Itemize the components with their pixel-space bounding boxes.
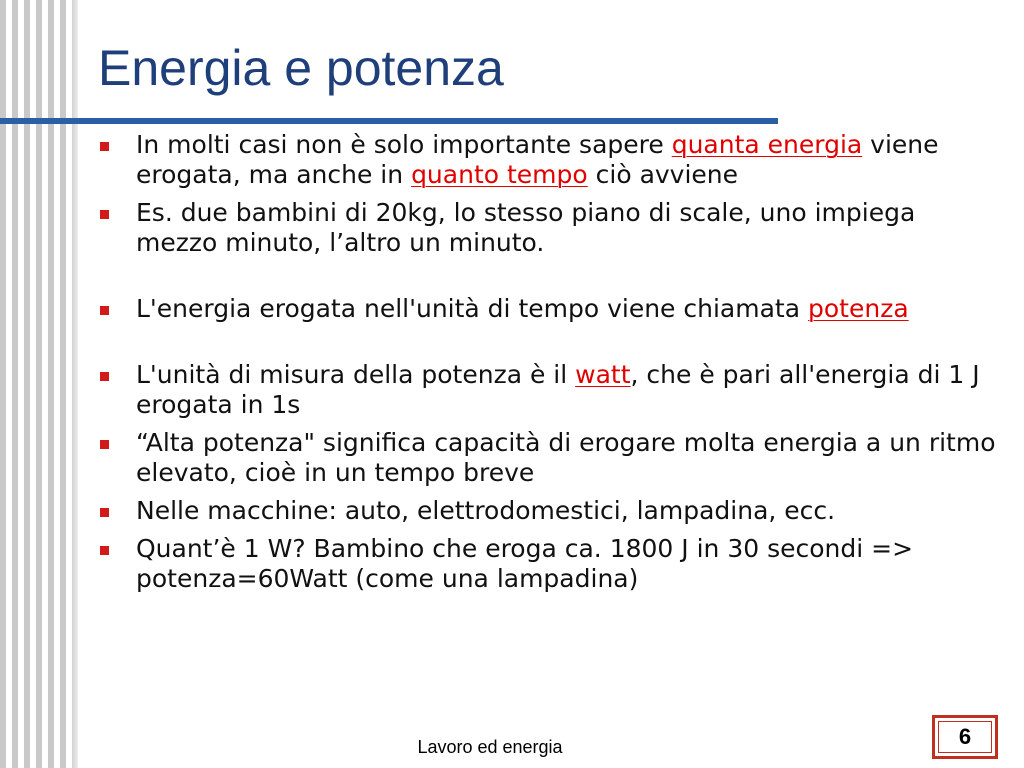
square-bullet-icon	[100, 210, 109, 219]
highlighted-term: quanta energia	[671, 130, 863, 159]
page-number-box	[932, 715, 998, 759]
slide-title: Energia e potenza	[98, 40, 504, 96]
bullet-item	[96, 428, 996, 488]
highlighted-term: watt	[575, 360, 631, 389]
footer-text: Lavoro ed energia	[417, 737, 563, 757]
square-bullet-icon	[100, 142, 109, 151]
bullet-text: In molti casi non è solo importante sapere	[136, 130, 672, 159]
decorative-stripes-fade	[70, 0, 82, 768]
square-bullet-icon	[100, 440, 109, 449]
square-bullet-icon	[100, 306, 109, 315]
highlighted-term: quanto tempo	[411, 160, 588, 189]
bullet-item	[96, 360, 996, 420]
bullet-list	[96, 130, 996, 602]
bullet-text: , che è pari all'energia di 1 J erogata in 1s	[136, 360, 980, 419]
page-number: 6	[938, 721, 992, 753]
highlighted-term: potenza	[808, 294, 909, 323]
title-underline-rule	[0, 118, 778, 124]
square-bullet-icon	[100, 372, 109, 381]
bullet-text: L'unità di misura della potenza è il	[136, 360, 576, 389]
bullet-text: Quant’è 1 W? Bambino che eroga ca. 1800 J in 30 secondi => potenza=60Watt (come una lampadina)	[136, 534, 914, 593]
bullet-text: Es. due bambini di 20kg, lo stesso piano di scale, uno impiega mezzo minuto, l’altro un minuto.	[136, 198, 916, 257]
bullet-text: ciò avviene	[587, 160, 739, 189]
bullet-item	[96, 294, 996, 324]
bullet-text: “Alta potenza" significa capacità di erogare molta energia a un ritmo elevato, cioè in un tempo breve	[136, 428, 996, 487]
bullet-text: viene erogata, ma anche in	[136, 130, 939, 189]
bullet-item	[96, 534, 996, 594]
bullet-text: Nelle macchine: auto, elettrodomestici, lampadina, ecc.	[136, 496, 836, 525]
bullet-item	[96, 496, 996, 526]
square-bullet-icon	[100, 508, 109, 517]
bullet-text: L'energia erogata nell'unità di tempo viene chiamata	[136, 294, 808, 323]
square-bullet-icon	[100, 546, 109, 555]
bullet-item	[96, 198, 996, 258]
bullet-item	[96, 130, 996, 190]
